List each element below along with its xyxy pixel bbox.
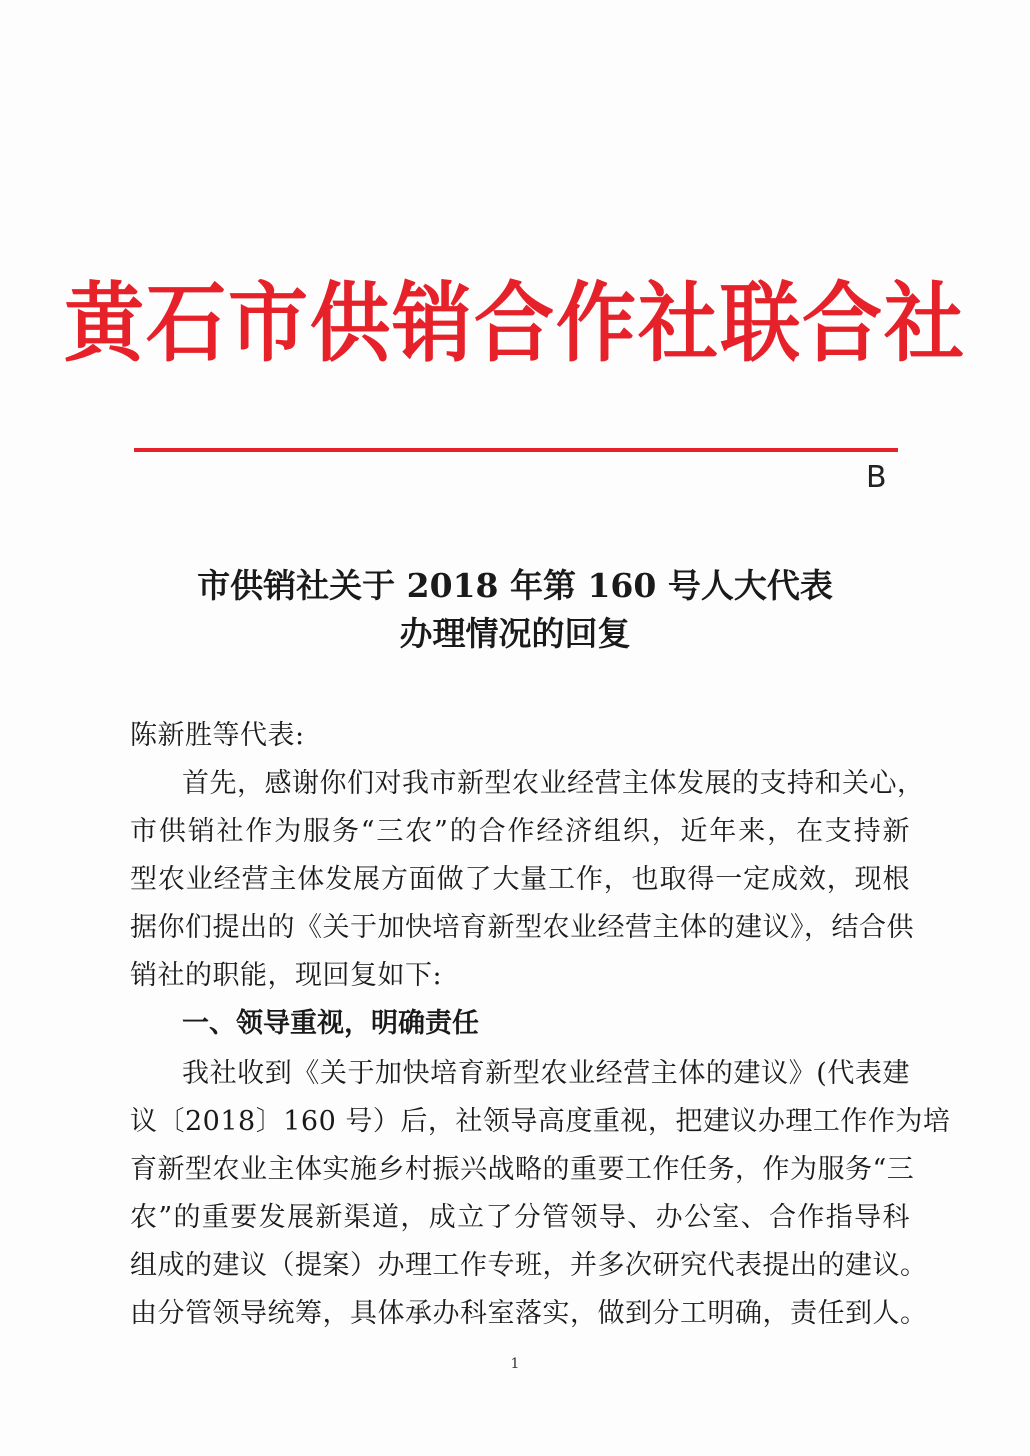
paragraph-line: 由分管领导统筹，具体承办科室落实，做到分工明确，责任到人。 bbox=[130, 1298, 928, 1329]
masthead-red-rule bbox=[134, 448, 898, 452]
paragraph-line: 据你们提出的《关于加快培育新型农业经营主体的建议》，结合供 bbox=[130, 912, 914, 943]
paragraph-line: 组成的建议（提案）办理工作专班，并多次研究代表提出的建议。 bbox=[130, 1250, 928, 1281]
document-title-line-2: 办理情况的回复 bbox=[399, 614, 631, 653]
paragraph-line: 议〔2018〕160 号）后，社领导高度重视，把建议办理工作作为培 bbox=[130, 1106, 951, 1137]
salutation: 陈新胜等代表: bbox=[130, 720, 305, 751]
paragraph-line: 市供销社作为服务“三农”的合作经济组织，近年来，在支持新 bbox=[130, 816, 910, 847]
paragraph-line: 销社的职能，现回复如下: bbox=[130, 960, 443, 991]
masthead-org-name: 黄石市供销合作社联合社 bbox=[64, 272, 966, 374]
paragraph-line: 我社收到《关于加快培育新型农业经营主体的建议》(代表建 bbox=[182, 1058, 910, 1089]
paragraph-line: 农”的重要发展新渠道，成立了分管领导、办公室、合作指导科 bbox=[130, 1202, 910, 1233]
paragraph-line: 型农业经营主体发展方面做了大量工作，也取得一定成效，现根 bbox=[130, 864, 910, 895]
page-number: 1 bbox=[510, 1356, 520, 1372]
paragraph-line: 首先，感谢你们对我市新型农业经营主体发展的支持和关心， bbox=[182, 768, 925, 799]
section-heading: 一、领导重视，明确责任 bbox=[182, 1008, 479, 1039]
document-mark: B bbox=[866, 460, 887, 495]
document-title-line-1: 市供销社关于 2018 年第 160 号人大代表 bbox=[197, 566, 833, 605]
paragraph-line: 育新型农业主体实施乡村振兴战略的重要工作任务，作为服务“三 bbox=[130, 1154, 915, 1185]
